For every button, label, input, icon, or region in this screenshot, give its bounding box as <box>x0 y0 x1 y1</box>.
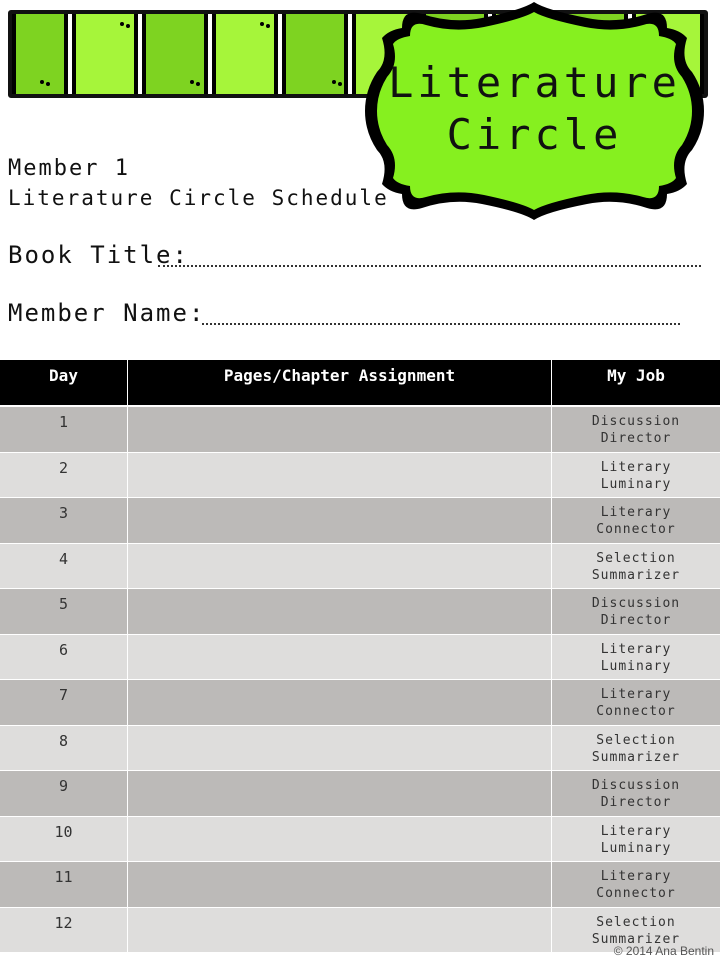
job-line1: Discussion <box>591 778 681 793</box>
copyright-notice: © 2014 Ana Bentin <box>613 944 714 958</box>
table-row <box>0 635 720 681</box>
job-line2: Luminary <box>600 658 672 674</box>
job-line1: Selection <box>596 732 676 748</box>
job-line1: Selection <box>596 550 676 566</box>
table-row <box>0 908 720 954</box>
book-title-line[interactable] <box>158 265 701 267</box>
day-cell: 1 <box>0 407 128 452</box>
job-line2: Director <box>600 795 672 810</box>
table-row <box>0 498 720 544</box>
assignment-cell[interactable] <box>128 498 552 543</box>
table-row <box>0 453 720 499</box>
job-line2: Summarizer <box>591 749 681 765</box>
table-row <box>0 817 720 863</box>
day-cell: 6 <box>0 635 128 680</box>
assignment-cell[interactable] <box>128 771 552 816</box>
job-line1: Discussion <box>591 414 681 429</box>
table-row <box>0 862 720 908</box>
job-line2: Director <box>600 613 672 628</box>
assignment-cell[interactable] <box>128 453 552 498</box>
header-my-job: My Job <box>607 366 665 385</box>
member-heading: Member 1 <box>8 156 130 181</box>
badge-title-line1: Literature <box>388 58 681 107</box>
schedule-table <box>0 360 720 953</box>
table-row <box>0 544 720 590</box>
member-name-line[interactable] <box>202 323 680 325</box>
day-cell: 10 <box>0 817 128 862</box>
job-line1: Literary <box>600 641 672 657</box>
job-cell <box>552 726 720 771</box>
assignment-cell[interactable] <box>128 862 552 907</box>
day-cell: 9 <box>0 771 128 816</box>
job-line1: Literary <box>600 459 672 475</box>
day-cell: 11 <box>0 862 128 907</box>
day-cell: 4 <box>0 544 128 589</box>
job-line2: Summarizer <box>591 567 681 583</box>
assignment-cell[interactable] <box>128 680 552 725</box>
job-line2: Connector <box>596 704 676 719</box>
assignment-cell[interactable] <box>128 817 552 862</box>
assignment-cell[interactable] <box>128 635 552 680</box>
job-line2: Luminary <box>600 476 672 492</box>
job-line2: Connector <box>596 522 676 537</box>
job-cell <box>552 589 720 634</box>
job-cell <box>552 635 720 680</box>
member-name-label: Member Name: <box>8 299 206 327</box>
assignment-cell[interactable] <box>128 726 552 771</box>
table-row <box>0 589 720 635</box>
header-pages-assignment: Pages/Chapter Assignment <box>128 360 552 405</box>
assignment-cell[interactable] <box>128 908 552 953</box>
job-line2: Summarizer <box>591 931 681 947</box>
badge-title-line2: Circle <box>446 110 623 159</box>
table-row <box>0 771 720 817</box>
table-row <box>0 407 720 453</box>
assignment-cell[interactable] <box>128 544 552 589</box>
schedule-heading: Literature Circle Schedule <box>8 186 389 210</box>
header-day: Day <box>0 360 128 405</box>
day-cell: 3 <box>0 498 128 543</box>
table-row <box>0 726 720 772</box>
job-cell <box>552 680 720 725</box>
job-line1: Literary <box>600 823 672 839</box>
job-line1: Discussion <box>591 596 681 611</box>
day-cell: 5 <box>0 589 128 634</box>
assignment-cell[interactable] <box>128 407 552 452</box>
table-header-row <box>0 360 720 405</box>
book-title-label: Book Title: <box>8 241 189 269</box>
job-cell <box>552 498 720 543</box>
job-cell <box>552 771 720 816</box>
job-cell <box>552 817 720 862</box>
day-cell: 8 <box>0 726 128 771</box>
job-cell <box>552 407 720 452</box>
title-badge <box>362 0 707 222</box>
job-line2: Luminary <box>600 840 672 856</box>
job-line1: Literary <box>600 869 672 884</box>
job-cell <box>552 544 720 589</box>
day-cell: 7 <box>0 680 128 725</box>
day-cell: 2 <box>0 453 128 498</box>
assignment-cell[interactable] <box>128 589 552 634</box>
job-cell <box>552 453 720 498</box>
job-line2: Connector <box>596 886 676 901</box>
job-line1: Literary <box>600 505 672 520</box>
job-line1: Selection <box>596 914 676 930</box>
job-line2: Director <box>600 431 672 446</box>
day-cell: 12 <box>0 908 128 953</box>
table-row <box>0 680 720 726</box>
job-line1: Literary <box>600 687 672 702</box>
job-cell <box>552 862 720 907</box>
